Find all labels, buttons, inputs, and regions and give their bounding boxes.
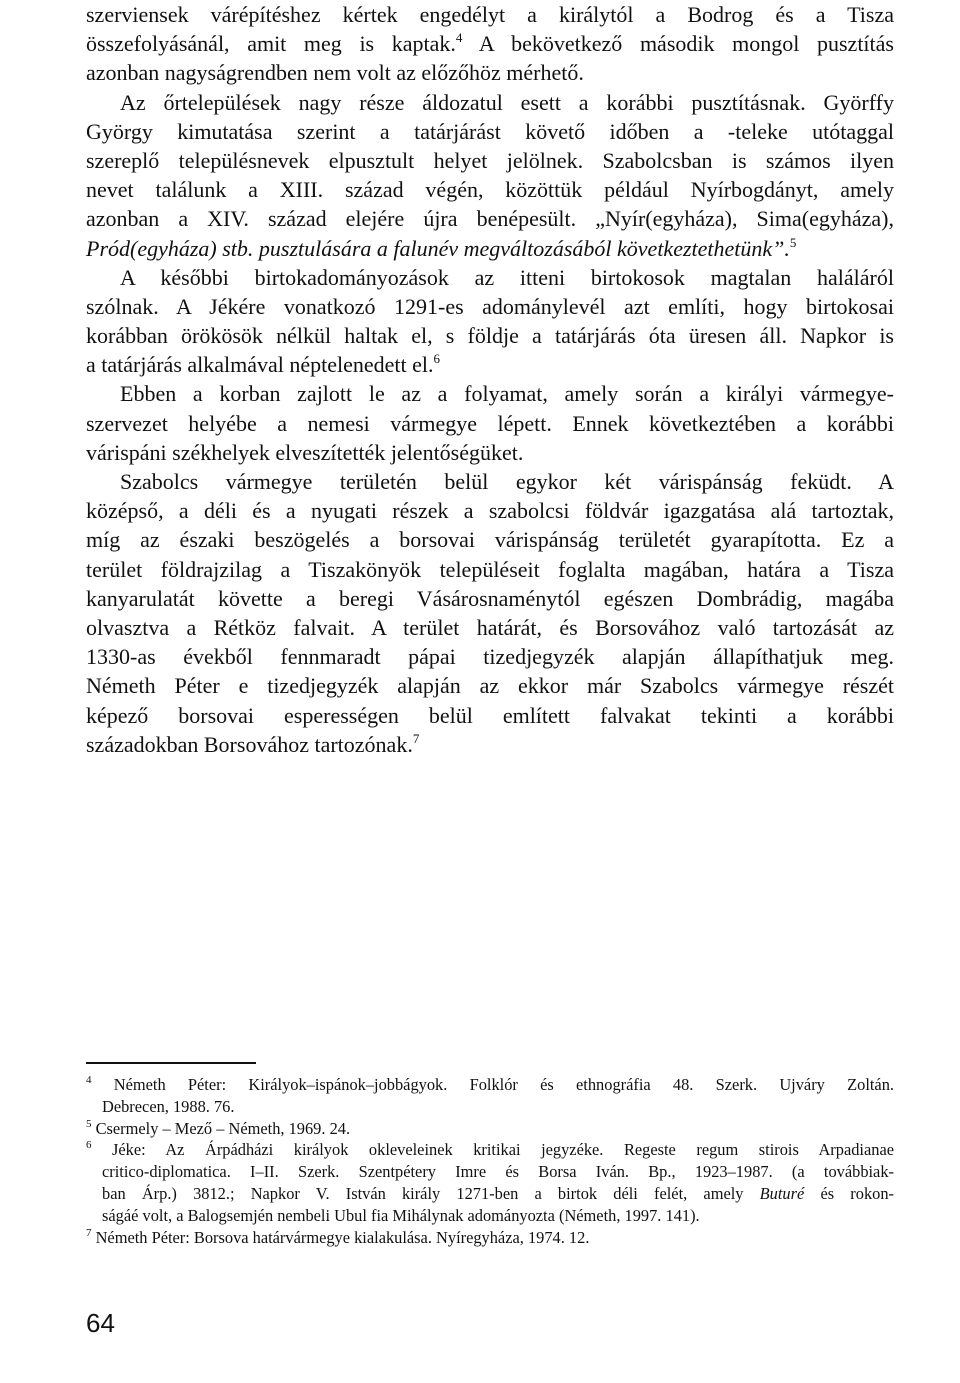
text-line: míg az északi beszögelés a borsovai várispánság területét gyarapította. Ez a <box>86 527 894 553</box>
footnote-marker: 6 <box>86 1139 92 1152</box>
text-run: ban Árp.) 3812.; Napkor V. István király 1271-ben a birtok déli felét, amely <box>102 1183 760 1203</box>
text-line <box>86 350 894 379</box>
footnote-marker: 5 <box>789 234 797 250</box>
footnote-list <box>86 1074 894 1248</box>
footnote-line <box>86 1074 894 1096</box>
text-line: kanyarulatát követte a beregi Vásárosnaménytól egészen Dombrádig, magába <box>86 585 894 611</box>
text-line: Az őrtelepülések nagy része áldozatul esett a korábbi pusztításnak. Györffy <box>120 89 894 115</box>
text-line: Ebben a korban zajlott le az a folyamat, amely során a királyi vármegye- <box>120 381 894 407</box>
page-number: 64 <box>86 1308 115 1338</box>
main-text <box>86 0 894 759</box>
text-line: Németh Péter e tizedjegyzék alapján az ekkor már Szabolcs vármegye részét <box>86 673 894 699</box>
text-line: szólnak. A Jékére vonatkozó 1291-es adománylevél azt említi, hogy birtokosai <box>86 293 894 319</box>
italic-text: Pród(egyháza) stb. pusztulására a falunév megváltozásából következtethetünk”. <box>86 235 790 261</box>
text-run: Jéke: Az Árpádházi királyok okleveleinek kritikai jegyzéke. Regeste regum stirois Arpadianae <box>91 1140 894 1160</box>
text-line: Szabolcs vármegye területén belül egykor két várispánság feküdt. A <box>120 469 894 494</box>
text-line: György kimutatása szerint a tatárjárást követő időben a -teleke utótaggal <box>86 118 894 144</box>
text-run: és rokon- <box>804 1183 894 1203</box>
text-line: szerviensek várépítéshez kértek engedélyt a királytól a Bodrog és a Tisza <box>86 2 894 27</box>
text-run: Németh Péter: Királyok–ispánok–jobbágyok. Folklór és ethnográfia 48. Szerk. Ujváry Zoltán. <box>91 1075 894 1094</box>
footnote-marker: 6 <box>433 351 441 367</box>
footnotes <box>86 1062 894 1248</box>
italic-text: Buturé <box>759 1183 805 1203</box>
text-run: Németh Péter: Borsova határvármegye kialakulása. Nyíregyháza, 1974. 12. <box>91 1227 590 1247</box>
footnote-marker: 7 <box>412 730 420 746</box>
footnote-separator <box>86 1062 256 1064</box>
text-line <box>86 234 894 263</box>
footnote-line <box>86 1205 894 1227</box>
text-line: terület földrajzilag a Tiszakönyök településeit foglalta magában, határa a Tisza <box>86 556 894 582</box>
footnote-marker: 5 <box>86 1117 92 1130</box>
text-line: középső, a déli és a nyugati részek a szabolcsi földvár igazgatása alá tartoztak, <box>86 498 894 524</box>
text-line: képező borsovai esperességen belül említett falvakat tekinti a korábbi <box>86 702 894 728</box>
text-run: Debrecen, 1988. 76. <box>102 1096 235 1116</box>
footnote-line <box>86 1227 894 1249</box>
text-line: szervezet helyébe a nemesi vármegye lépett. Ennek következtében a korábbi <box>86 410 894 436</box>
text-line: nevet találunk a XIII. század végén, közöttük például Nyírbogdányt, amely <box>86 177 894 203</box>
text-line: A későbbi birtokadományozások az itteni birtokosok magtalan haláláról <box>120 264 894 290</box>
text-line <box>86 730 894 759</box>
footnote-line <box>86 1139 894 1161</box>
text-line: olvasztva a Rétköz falvait. A terület határát, és Borsovához való tartozását az <box>86 614 894 640</box>
footnote-line <box>86 1118 894 1140</box>
text-line: várispáni székhelyek elveszítették jelentőségüket. <box>86 439 524 465</box>
text-run: összefolyásánál, amit meg is kaptak. <box>86 31 456 57</box>
text-run: a tatárjárás alkalmával néptelenedett el. <box>86 352 434 378</box>
text-run: Csermely – Mező – Németh, 1969. 24. <box>91 1118 351 1138</box>
footnote-line <box>86 1096 894 1118</box>
text-line: azonban nagyságrendben nem volt az előzőhöz mérhető. <box>86 60 584 86</box>
text-line: azonban a XIV. század elejére újra benépesült. „Nyír(egyháza), Sima(egyháza), <box>86 206 894 232</box>
footnote-line <box>86 1183 894 1205</box>
footnote-marker: 4 <box>455 30 463 46</box>
text-run: ságáé volt, a Balogsemjén nembeli Ubul fia Mihálynak adományozta (Németh, 1997. 141). <box>102 1205 700 1225</box>
text-line: korábban örökösök nélkül haltak el, s földje a tatárjárás óta üresen áll. Napkor is <box>86 323 894 349</box>
text-line <box>86 29 894 58</box>
text-line: 1330-as évekből fennmaradt pápai tizedjegyzék alapján állapíthatjuk meg. <box>86 644 894 670</box>
text-run: A bekövetkező második mongol pusztítás <box>462 31 894 57</box>
text-line: szereplő településnevek elpusztult helyet jelölnek. Szabolcsban is számos ilyen <box>86 147 894 173</box>
text-run: critico-diplomatica. I–II. Szerk. Szentpétery Imre és Borsa Iván. Bp., 1923–1987. (a továbbiak- <box>102 1162 894 1182</box>
footnote-marker: 7 <box>86 1226 92 1239</box>
footnote-marker: 4 <box>86 1074 92 1086</box>
text-run: századokban Borsovához tartozónak. <box>86 731 413 757</box>
footnote-line <box>86 1161 894 1183</box>
